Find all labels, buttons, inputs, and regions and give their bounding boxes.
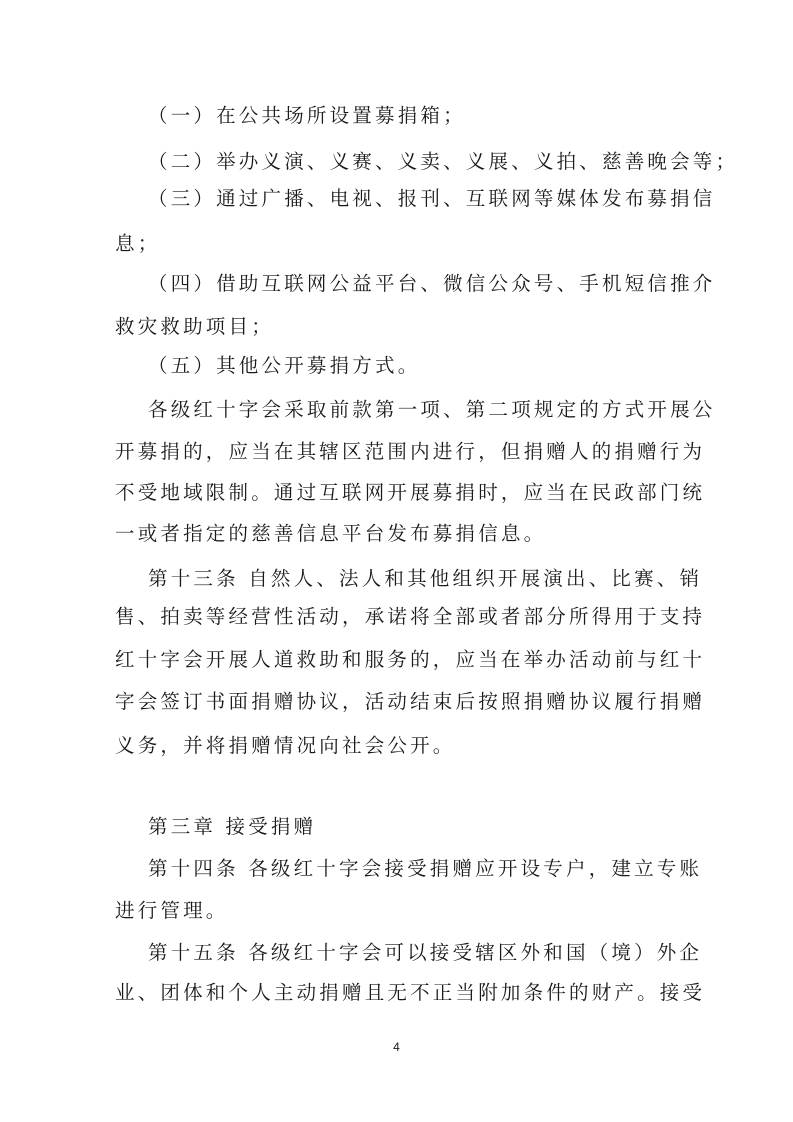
paragraph-line: 第十四条 各级红十字会接受捐赠应开设专户，建立专账 <box>148 857 703 880</box>
paragraph-line: 不受地域限制。通过互联网开展募捐时，应当在民政部门统 <box>115 481 706 504</box>
paragraph-line: 息； <box>115 232 161 255</box>
paragraph-line: 红十字会开展人道救助和服务的，应当在举办活动前与红十 <box>115 648 706 671</box>
paragraph-line: 开募捐的，应当在其辖区范围内进行，但捐赠人的捐赠行为 <box>115 440 706 463</box>
paragraph-line: 进行管理。 <box>115 899 229 922</box>
paragraph-line: 一或者指定的慈善信息平台发布募捐信息。 <box>115 522 547 545</box>
paragraph-line: 业、团体和个人主动捐赠且无不正当附加条件的财产。接受 <box>115 981 706 1004</box>
paragraph-line: 字会签订书面捐赠协议，活动结束后按照捐赠协议履行捐赠 <box>115 690 706 713</box>
page-number: 4 <box>393 1040 400 1054</box>
paragraph-line: 各级红十字会采取前款第一项、第二项规定的方式开展公 <box>148 398 716 421</box>
paragraph-line: 第十三条 自然人、法人和其他组织开展演出、比赛、销 <box>148 567 703 590</box>
paragraph-line: 第十五条 各级红十字会可以接受辖区外和国（境）外企 <box>148 941 703 964</box>
paragraph-line: 售、拍卖等经营性活动，承诺将全部或者部分所得用于支持 <box>115 605 706 628</box>
paragraph-line: （四）借助互联网公益平台、微信公众号、手机短信推介 <box>148 272 716 295</box>
paragraph-line: 义务，并将捐赠情况向社会公开。 <box>115 734 456 757</box>
paragraph-line: （二）举办义演、义赛、义卖、义展、义拍、慈善晚会等； <box>148 150 739 173</box>
chapter-heading: 第三章 接受捐赠 <box>148 815 317 838</box>
paragraph-line: （一）在公共场所设置募捐箱； <box>148 104 466 127</box>
paragraph-line: （五）其他公开募捐方式。 <box>148 354 421 377</box>
paragraph-line: （三）通过广播、电视、报刊、互联网等媒体发布募捐信 <box>148 187 716 210</box>
paragraph-line: 救灾救助项目； <box>115 315 274 338</box>
